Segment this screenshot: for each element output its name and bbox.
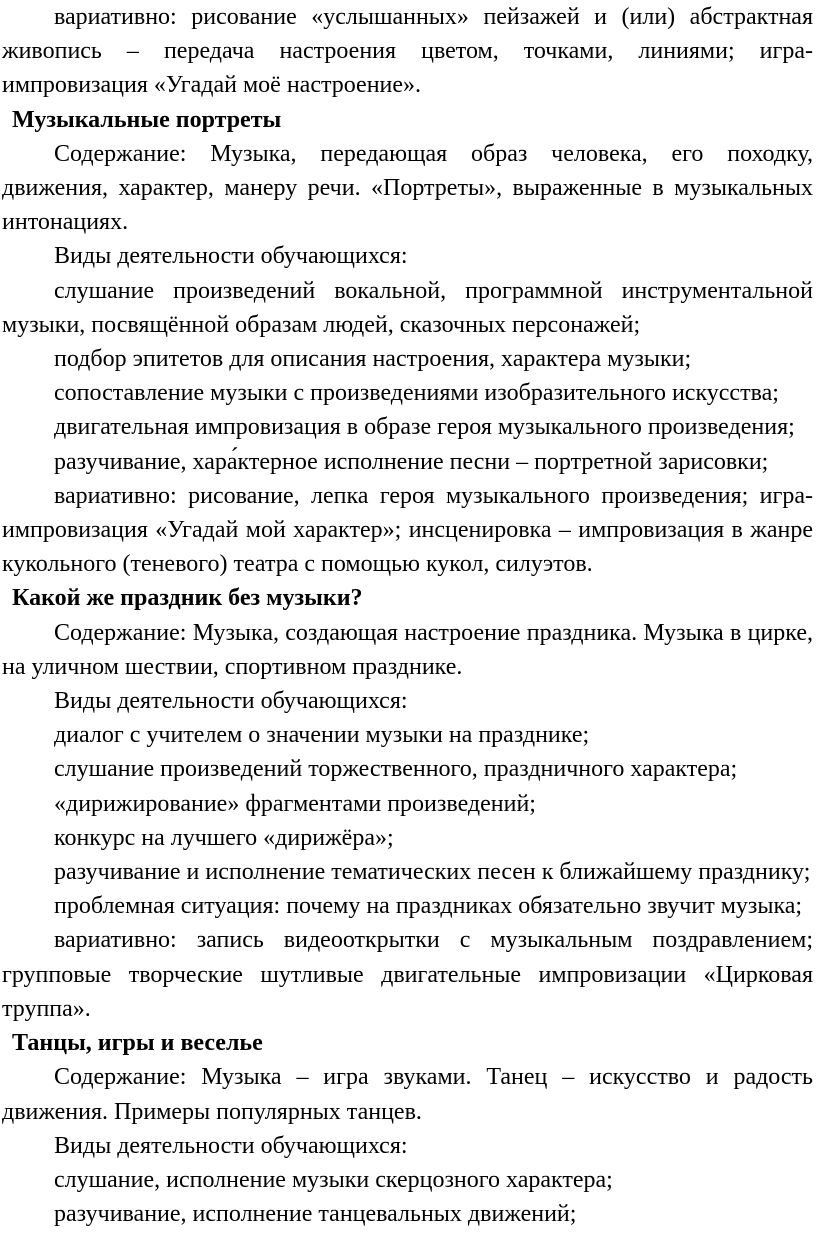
paragraph: слушание, исполнение музыки скерцозного характера; [54,1166,613,1193]
paragraph: вариативно: запись видеооткрытки с музыкальным поздравлением; групповые творческие шутливые двигательные импровизации «Цирковая труппа». [2,927,813,1022]
paragraph: вариативно: рисование, лепка героя музыкального произведения; игра-импровизация «Угадай мой характер»; инсценировка – импровизация в жанре кукольного (теневого) театра с помощью кукол, силуэтов. [2,482,813,578]
paragraph: подбор эпитетов для описания настроения, характера музыки; [54,346,692,373]
paragraph: разучивание и исполнение тематических песен к ближайшему празднику; [54,859,811,886]
paragraph: разучивание, хара́ктерное исполнение песни – портретной зарисовки; [54,448,769,475]
paragraph: слушание произведений вокальной, программной инструментальной музыки, посвящённой образам людей, сказочных персонажей; [2,277,813,338]
paragraph: Виды деятельности обучающихся: [54,1132,408,1159]
paragraph: диалог с учителем о значении музыки на празднике; [54,722,590,749]
paragraph: Виды деятельности обучающихся: [54,243,408,270]
paragraph: сопоставление музыки с произведениями изобразительного искусства; [54,380,779,407]
paragraph: Виды деятельности обучающихся: [54,688,408,715]
section-heading-portraits: Музыкальные портреты [12,106,282,133]
paragraph: Содержание: Музыка, передающая образ человека, его походку, движения, характер, манеру речи. «Портреты», выраженные в музыкальных интонациях. [2,140,813,236]
paragraph: проблемная ситуация: почему на праздниках обязательно звучит музыка; [54,893,803,920]
section-heading-holiday: Какой же праздник без музыки? [12,585,363,612]
paragraph: Содержание: Музыка, создающая настроение праздника. Музыка в цирке, на уличном шествии, спортивном празднике. [2,619,813,680]
paragraph: конкурс на лучшего «дирижёра»; [54,824,394,851]
paragraph: Содержание: Музыка – игра звуками. Танец – искусство и радость движения. Примеры популярных танцев. [2,1064,813,1125]
paragraph: «дирижирование» фрагментами произведений; [54,790,536,817]
paragraph: разучивание, исполнение танцевальных движений; [54,1201,577,1228]
section-heading-dances: Танцы, игры и веселье [12,1030,263,1057]
paragraph: вариативно: рисование «услышанных» пейзажей и (или) абстрактная живопись – передача настроения цветом, точками, линиями; игра-импровизация «Угадай моё настроение». [2,4,813,99]
document-body [2,0,813,1231]
paragraph: слушание произведений торжественного, праздничного характера; [54,756,738,783]
paragraph: двигательная импровизация в образе героя музыкального произведения; [54,414,795,441]
